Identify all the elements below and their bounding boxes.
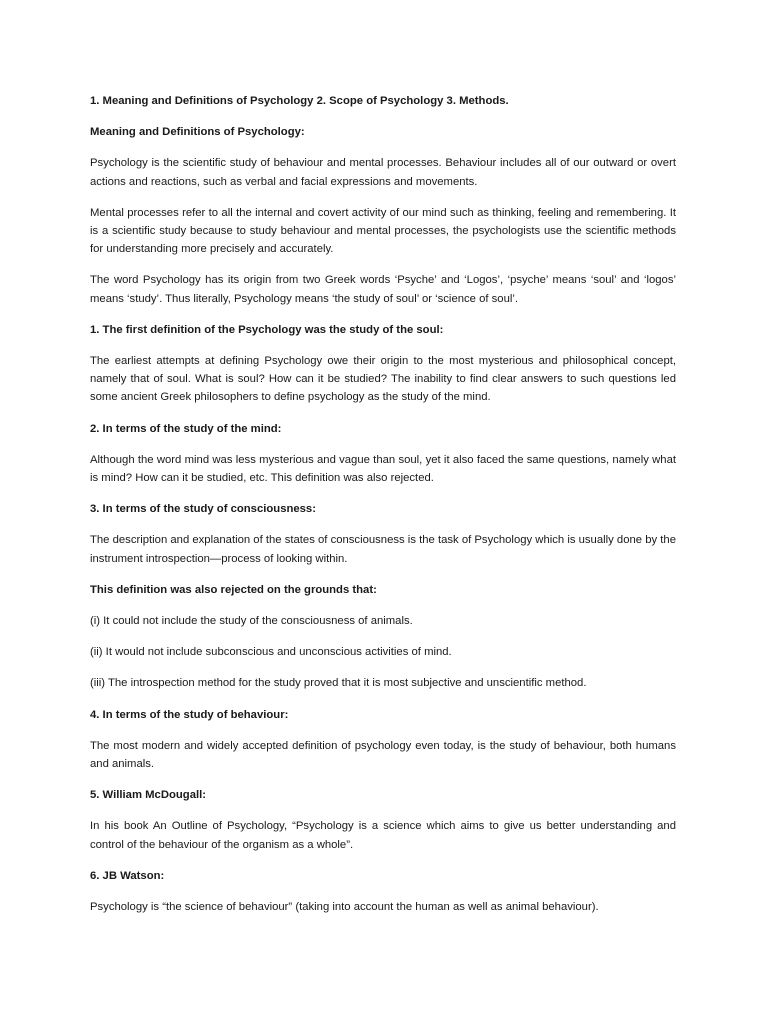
definition-body-mind: Although the word mind was less mysterious and vague than soul, yet it also faced the same questions, namely what is mind? How can it be studied, etc. This definition was also rejected. [90, 453, 676, 485]
document-body [90, 92, 676, 916]
rejection-reason-item: (iii) The introspection method for the study proved that it is most subjective and unscientific method. [90, 677, 587, 690]
definition-body-watson: Psychology is “the science of behaviour” (taking into account the human as well as animal behaviour). [90, 901, 599, 914]
definition-heading-mind: 2. In terms of the study of the mind: [90, 422, 282, 435]
definition-body-soul: The earliest attempts at defining Psychology owe their origin to the most mysterious and philosophical concept, namely that of soul. What is soul? How can it be studied? The inability to find clear answers to such questions led some ancient Greek philosophers to define psychology as the study of the mind. [90, 355, 676, 404]
definition-heading-consciousness: 3. In terms of the study of consciousness: [90, 503, 316, 516]
definition-body-mcdougall: In his book An Outline of Psychology, “Psychology is a science which aims to give us better understanding and control of the behaviour of the organism as a whole”. [90, 820, 676, 851]
mental-processes-paragraph: Mental processes refer to all the internal and covert activity of our mind such as thinking, feeling and remembering. It is a scientific study because to study behaviour and mental processes, the psychologists use the scientific methods for understanding more precisely and accurately. [90, 206, 676, 256]
rejection-reason-item: (ii) It would not include subconscious and unconscious activities of mind. [90, 646, 452, 659]
intro-paragraph: Psychology is the scientific study of behaviour and mental processes. Behaviour includes all of our outward or overt actions and reactions, such as verbal and facial expressions and movements. [90, 157, 676, 188]
definition-heading-behaviour: 4. In terms of the study of behaviour: [90, 708, 289, 721]
definition-body-behaviour: The most modern and widely accepted definition of psychology even today, is the study of behaviour, both humans and animals. [90, 739, 676, 771]
definition-body-consciousness: The description and explanation of the states of consciousness is the task of Psychology which is usually done by the instrument introspection—process of looking within. [90, 534, 676, 565]
definition-heading-watson: 6. JB Watson: [90, 869, 165, 882]
rejection-reason-item: (i) It could not include the study of the consciousness of animals. [90, 615, 413, 628]
origin-paragraph: The word Psychology has its origin from two Greek words ‘Psyche’ and ‘Logos’, ‘psyche’ means ‘soul’ and ‘logos’ means ‘study’. Thus literally, Psychology means ‘the study of soul’ or ‘science of soul’. [90, 274, 676, 305]
section-heading: Meaning and Definitions of Psychology: [90, 126, 305, 139]
definition-heading-soul: 1. The first definition of the Psychology was the study of the soul: [90, 323, 444, 336]
rejection-heading: This definition was also rejected on the grounds that: [90, 583, 377, 596]
definition-heading-mcdougall: 5. William McDougall: [90, 789, 207, 802]
document-title-line: 1. Meaning and Definitions of Psychology 2. Scope of Psychology 3. Methods. [90, 95, 509, 107]
